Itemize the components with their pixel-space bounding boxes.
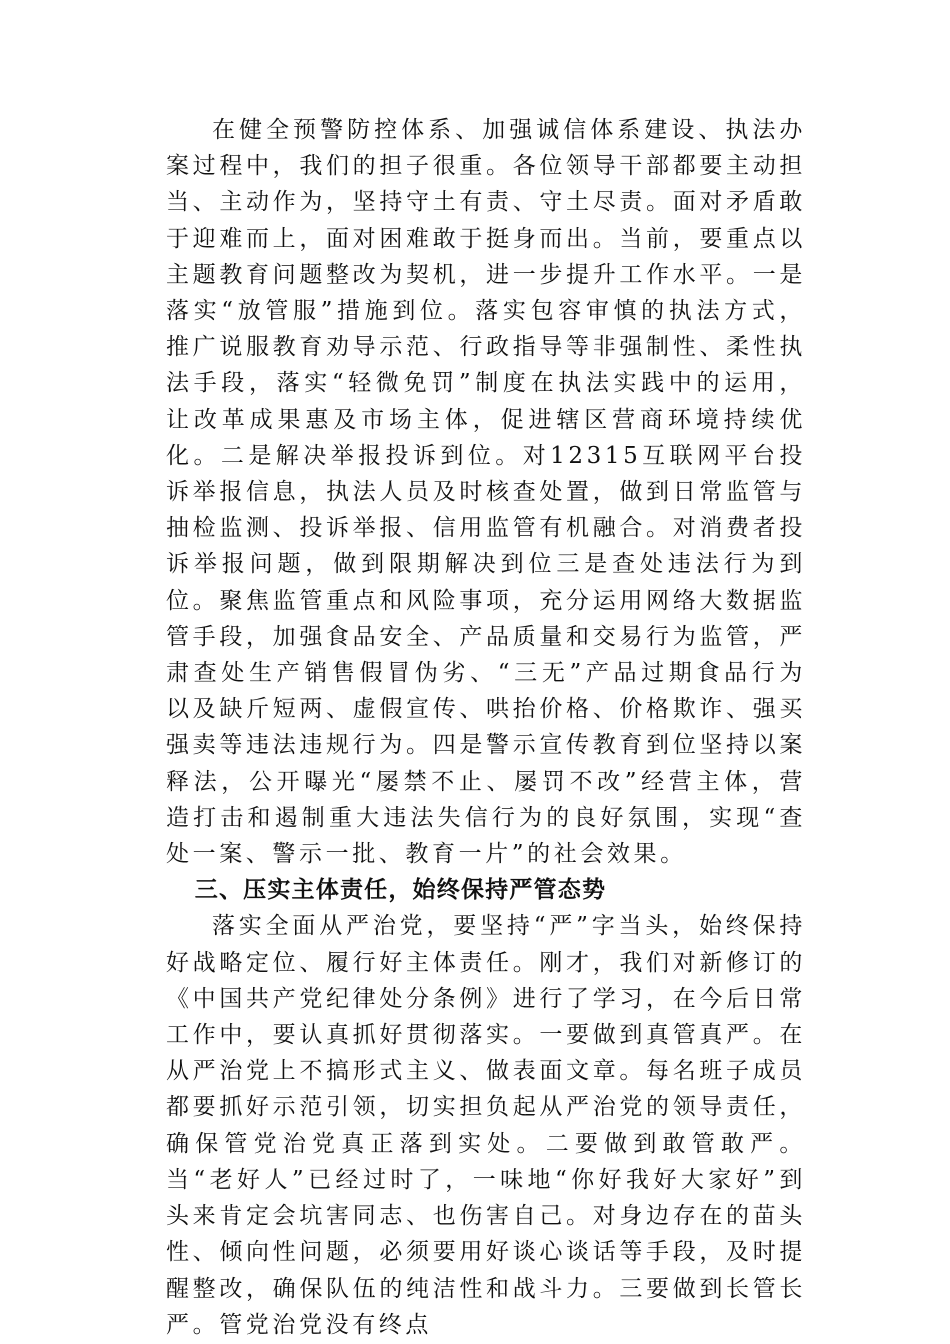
- section-heading: 三、压实主体责任，始终保持严管态势: [194, 877, 607, 904]
- body-paragraph: 在健全预警防控体系、加强诚信体系建设、执法办案过程中，我们的担子很重。各位领导干部都要主动担当、主动作为，坚持守土有责、守土尽责。面对矛盾敢于迎难而上，面对困难敢于挺身而出。当前，要重点以主题教育问题整改为契机，进一步提升工作水平。一是落实“放管服”措施到位。落实包容审慎的执法方式，推广说服教育劝导示范、行政指导等非强制性、柔性执法手段，落实“轻微免罚”制度在执法实践中的运用，让改革成果惠及市场主体，促进辖区营商环境持续优化。二是解决举报投诉到位。对12315互联网平台投诉举报信息，执法人员及时核查处置，做到日常监管与抽检监测、投诉举报、信用监管有机融合。对消费者投诉举报问题，做到限期解决到位三是查处违法行为到位。聚焦监管重点和风险事项，充分运用网络大数据监管手段，加强食品安全、产品质量和交易行为监管，严肃查处生产销售假冒伪劣、“三无”产品过期食品行为以及缺斤短两、虚假宣传、哄抬价格、价格欺诈、强买强卖等违法违规行为。四是警示宣传教育到位坚持以案释法，公开曝光“屡禁不止、屡罚不改”经营主体，营造打击和遏制重大违法失信行为的良好氛围，实现“查处一案、警示一批、教育一片”的社会效果。: [166, 117, 806, 868]
- document-body: [166, 112, 806, 1343]
- body-paragraph: 落实全面从严治党，要坚持“严”字当头，始终保持好战略定位、履行好主体责任。刚才，我们对新修订的《中国共产党纪律处分条例》进行了学习，在今后日常工作中，要认真抓好贯彻落实。一要做到真管真严。在从严治党上不搞形式主义、做表面文章。每名班子成员都要抓好示范引领，切实担负起从严治党的领导责任，确保管党治党真正落到实处。二要做到敢管敢严。当“老好人”已经过时了，一味地“你好我好大家好”到头来肯定会坑害同志、也伤害自己。对身边存在的苗头性、倾向性问题，必须要用好谈心谈话等手段，及时提醒整改，确保队伍的纯洁性和战斗力。三要做到长管长严。管党治党没有终点: [166, 913, 806, 1338]
